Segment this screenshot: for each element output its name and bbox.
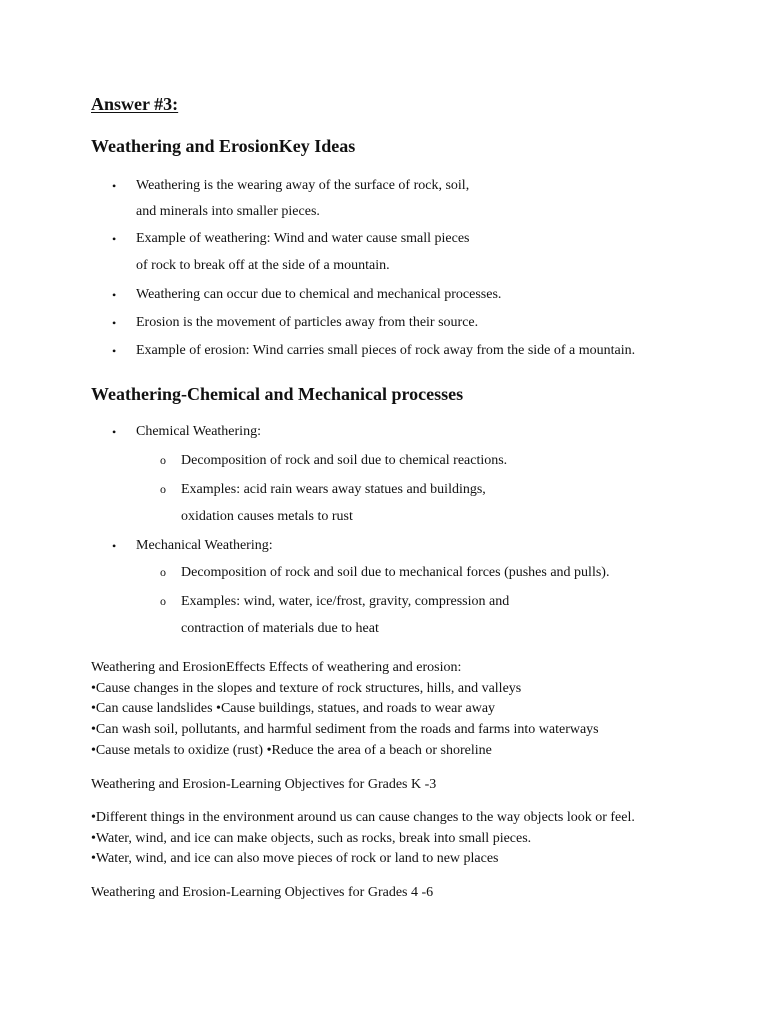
bullet-glyph: •: [112, 316, 117, 330]
objective-line: •Water, wind, and ice can also move pieces of rock or land to new places: [91, 851, 499, 866]
objective-line: •Different things in the environment around us can cause changes to the way objects look or feel.: [91, 810, 635, 825]
effects-line: •Cause changes in the slopes and texture of rock structures, hills, and valleys: [91, 681, 522, 696]
objective-line: •Water, wind, and ice can make objects, such as rocks, break into small pieces.: [91, 831, 532, 846]
sub-list-item-continuation: contraction of materials due to heat: [181, 621, 379, 636]
sub-bullet-glyph: o: [160, 565, 166, 579]
sub-list-item: Examples: acid rain wears away statues and buildings,: [181, 482, 486, 497]
list-item: Chemical Weathering:: [136, 424, 261, 439]
sub-bullet-glyph: o: [160, 453, 166, 467]
list-item-continuation: of rock to break off at the side of a mountain.: [136, 258, 390, 273]
list-item: Example of weathering: Wind and water cause small pieces: [136, 231, 470, 246]
effects-line: •Cause metals to oxidize (rust) •Reduce the area of a beach or shoreline: [91, 743, 492, 758]
objectives-k3-heading: Weathering and Erosion-Learning Objectives for Grades K -3: [91, 777, 437, 792]
sub-list-item: Examples: wind, water, ice/frost, gravity, compression and: [181, 594, 510, 609]
answer-title: Answer #3:: [91, 94, 179, 114]
sub-list-item: Decomposition of rock and soil due to chemical reactions.: [181, 453, 508, 468]
list-item: Weathering is the wearing away of the surface of rock, soil,: [136, 178, 470, 193]
bullet-glyph: •: [112, 344, 117, 358]
sub-list-item: Decomposition of rock and soil due to mechanical forces (pushes and pulls).: [181, 565, 610, 580]
sub-bullet-glyph: o: [160, 594, 166, 608]
bullet-glyph: •: [112, 288, 117, 302]
objectives-46-heading: Weathering and Erosion-Learning Objectives for Grades 4 -6: [91, 885, 434, 900]
list-item-continuation: and minerals into smaller pieces.: [136, 204, 320, 219]
list-item: Erosion is the movement of particles away from their source.: [136, 315, 479, 330]
processes-heading: Weathering-Chemical and Mechanical processes: [91, 384, 464, 404]
bullet-glyph: •: [112, 179, 117, 193]
sub-list-item-continuation: oxidation causes metals to rust: [181, 509, 353, 524]
effects-line: •Can cause landslides •Cause buildings, statues, and roads to wear away: [91, 701, 496, 716]
list-item: Example of erosion: Wind carries small pieces of rock away from the side of a mountain.: [136, 343, 636, 358]
sub-bullet-glyph: o: [160, 482, 166, 496]
list-item: Weathering can occur due to chemical and mechanical processes.: [136, 287, 502, 302]
effects-line: •Can wash soil, pollutants, and harmful sediment from the roads and farms into waterways: [91, 722, 599, 737]
bullet-glyph: •: [112, 539, 117, 553]
bullet-glyph: •: [112, 232, 117, 246]
bullet-glyph: •: [112, 425, 117, 439]
key-ideas-heading: Weathering and ErosionKey Ideas: [91, 136, 356, 156]
effects-heading: Weathering and ErosionEffects Effects of weathering and erosion:: [91, 660, 462, 675]
list-item: Mechanical Weathering:: [136, 538, 273, 553]
